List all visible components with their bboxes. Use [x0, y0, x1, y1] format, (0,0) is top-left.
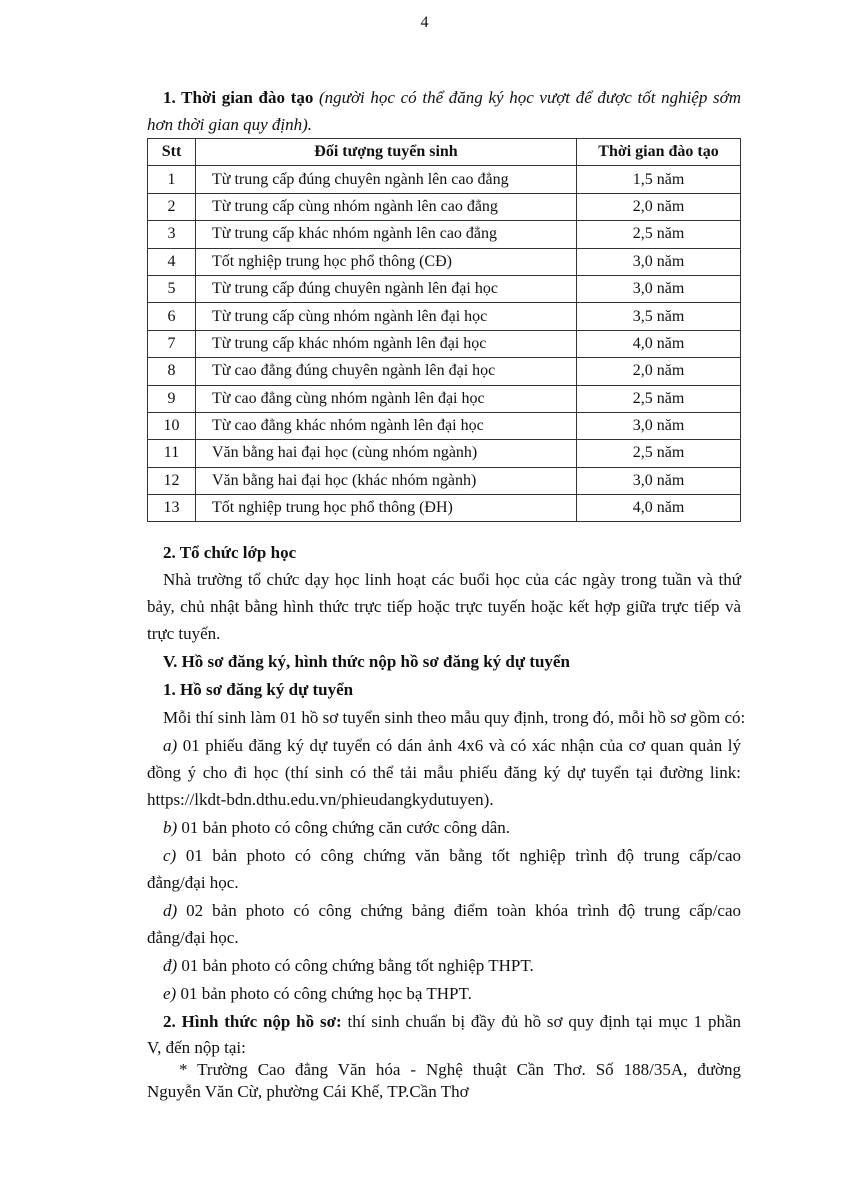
- row-subject: Từ cao đẳng cùng nhóm ngành lên đại học: [196, 385, 577, 412]
- table-header: [148, 139, 741, 166]
- row-stt: 13: [148, 495, 196, 522]
- table-row: [148, 467, 741, 494]
- item-a: [147, 736, 741, 756]
- row-stt: 2: [148, 193, 196, 220]
- heading-text: 1. Hồ sơ đăng ký dự tuyển: [163, 680, 354, 699]
- table-row: [148, 440, 741, 467]
- table-row: [148, 330, 741, 357]
- item-text: 01 bản photo có công chứng căn cước công dân.: [181, 818, 511, 837]
- row-subject: Văn bằng hai đại học (cùng nhóm ngành): [196, 440, 577, 467]
- row-subject: Từ cao đẳng khác nhóm ngành lên đại học: [196, 412, 577, 439]
- training-time-table: [147, 138, 741, 522]
- table-row: [148, 166, 741, 193]
- row-stt: 3: [148, 221, 196, 248]
- row-stt: 11: [148, 440, 196, 467]
- row-subject: Từ cao đẳng đúng chuyên ngành lên đại học: [196, 358, 577, 385]
- row-duration: 3,0 năm: [577, 248, 741, 275]
- row-stt: 10: [148, 412, 196, 439]
- row-subject: Từ trung cấp khác nhóm ngành lên đại học: [196, 330, 577, 357]
- row-duration: 4,0 năm: [577, 495, 741, 522]
- row-stt: 6: [148, 303, 196, 330]
- row-stt: 4: [148, 248, 196, 275]
- row-duration: 3,0 năm: [577, 275, 741, 302]
- para-line: đẳng/đại học.: [147, 873, 239, 892]
- heading-text: 2. Hình thức nộp hồ sơ:: [163, 1012, 342, 1031]
- address-line: Nguyễn Văn Cừ, phường Cái Khế, TP.Cần Thơ: [147, 1082, 469, 1101]
- row-stt: 5: [148, 275, 196, 302]
- para-line: V, đến nộp tại:: [147, 1038, 246, 1057]
- para-line: trực tuyến.: [147, 624, 221, 643]
- section-v-heading: [147, 652, 741, 672]
- item-key: đ): [163, 956, 178, 975]
- row-subject: Từ trung cấp cùng nhóm ngành lên cao đẳng: [196, 193, 577, 220]
- row-stt: 1: [148, 166, 196, 193]
- item-text: 01 phiếu đăng ký dự tuyển có dán ảnh 4x6 và có xác nhận của cơ quan quản lý: [182, 736, 741, 755]
- item-key: c): [163, 846, 177, 865]
- item-key: e): [163, 984, 177, 1003]
- heading-text: V. Hồ sơ đăng ký, hình thức nộp hồ sơ đăng ký dự tuyển: [163, 652, 570, 671]
- item-d: [147, 901, 741, 921]
- page-number: 4: [420, 14, 429, 31]
- row-duration: 2,5 năm: [577, 440, 741, 467]
- row-duration: 3,0 năm: [577, 467, 741, 494]
- row-subject: Từ trung cấp đúng chuyên ngành lên cao đẳng: [196, 166, 577, 193]
- heading-note-cont: [147, 115, 741, 135]
- item-b: [147, 818, 741, 838]
- row-stt: 12: [148, 467, 196, 494]
- row-stt: 8: [148, 358, 196, 385]
- heading-note-2: hơn thời gian quy định).: [147, 115, 312, 134]
- item-text: 01 bản photo có công chứng học bạ THPT.: [180, 984, 472, 1003]
- row-subject: Văn bằng hai đại học (khác nhóm ngành): [196, 467, 577, 494]
- table-row: [148, 358, 741, 385]
- para-line: đẳng/đại học.: [147, 928, 239, 947]
- para-line: Mỗi thí sinh làm 01 hồ sơ tuyển sinh theo mẫu quy định, trong đó, mỗi hồ sơ gồm có:: [163, 708, 746, 727]
- item-key: b): [163, 818, 178, 837]
- table-row: [148, 193, 741, 220]
- row-subject: Từ trung cấp cùng nhóm ngành lên đại học: [196, 303, 577, 330]
- row-stt: 7: [148, 330, 196, 357]
- heading-text: 1. Thời gian đào tạo: [163, 88, 314, 107]
- para-line: Nhà trường tổ chức dạy học linh hoạt các buổi học của các ngày trong tuần và thứ: [163, 570, 741, 589]
- subsection-heading: [147, 680, 741, 700]
- section-2-heading: [147, 543, 741, 563]
- heading-note: (người học có thể đăng ký học vượt để được tốt nghiệp sớm: [319, 88, 741, 107]
- item-dd: [147, 956, 741, 976]
- row-duration: 2,0 năm: [577, 358, 741, 385]
- item-text: 01 bản photo có công chứng văn bằng tốt nghiệp trình độ trung cấp/cao: [185, 846, 741, 865]
- subsection-2: [147, 1012, 741, 1032]
- para-line: bảy, chủ nhật bằng hình thức trực tiếp hoặc trực tuyến hoặc kết hợp giữa trực tiếp và: [147, 597, 741, 616]
- link-text: https://lkdt-bdn.dthu.edu.vn/phieudangkydutuyen).: [147, 790, 494, 809]
- row-subject: Từ trung cấp đúng chuyên ngành lên đại học: [196, 275, 577, 302]
- col-header: Đối tượng tuyển sinh: [196, 139, 577, 166]
- row-duration: 2,5 năm: [577, 385, 741, 412]
- item-key: a): [163, 736, 178, 755]
- row-stt: 9: [148, 385, 196, 412]
- table-row: [148, 221, 741, 248]
- table-row: [148, 385, 741, 412]
- item-e: [147, 984, 741, 1004]
- para-line: đồng ý cho đi học (thí sinh có thể tải mẫu phiếu đăng ký dự tuyển tại đường link:: [147, 763, 741, 782]
- row-subject: Tốt nghiệp trung học phổ thông (CĐ): [196, 248, 577, 275]
- item-c: [147, 846, 741, 866]
- row-duration: 2,5 năm: [577, 221, 741, 248]
- row-subject: Tốt nghiệp trung học phổ thông (ĐH): [196, 495, 577, 522]
- row-subject: Từ trung cấp khác nhóm ngành lên cao đẳng: [196, 221, 577, 248]
- row-duration: 4,0 năm: [577, 330, 741, 357]
- table-row: [148, 275, 741, 302]
- address-line: * Trường Cao đẳng Văn hóa - Nghệ thuật Cần Thơ. Số 188/35A, đường: [179, 1060, 741, 1079]
- col-header: Thời gian đào tạo: [577, 139, 741, 166]
- section-1-heading: [147, 88, 741, 108]
- item-text: 02 bản photo có công chứng bảng điểm toàn khóa trình độ trung cấp/cao: [186, 901, 741, 920]
- heading-text: 2. Tổ chức lớp học: [163, 543, 297, 562]
- row-duration: 3,5 năm: [577, 303, 741, 330]
- table-row: [148, 412, 741, 439]
- table-row: [148, 248, 741, 275]
- row-duration: 1,5 năm: [577, 166, 741, 193]
- col-header: Stt: [148, 139, 196, 166]
- row-duration: 2,0 năm: [577, 193, 741, 220]
- item-key: d): [163, 901, 178, 920]
- row-duration: 3,0 năm: [577, 412, 741, 439]
- table-row: [148, 303, 741, 330]
- table-row: [148, 495, 741, 522]
- item-text: 01 bản photo có công chứng bằng tốt nghiệp THPT.: [181, 956, 534, 975]
- para-text: thí sinh chuẩn bị đầy đủ hồ sơ quy định tại mục 1 phần: [347, 1012, 741, 1031]
